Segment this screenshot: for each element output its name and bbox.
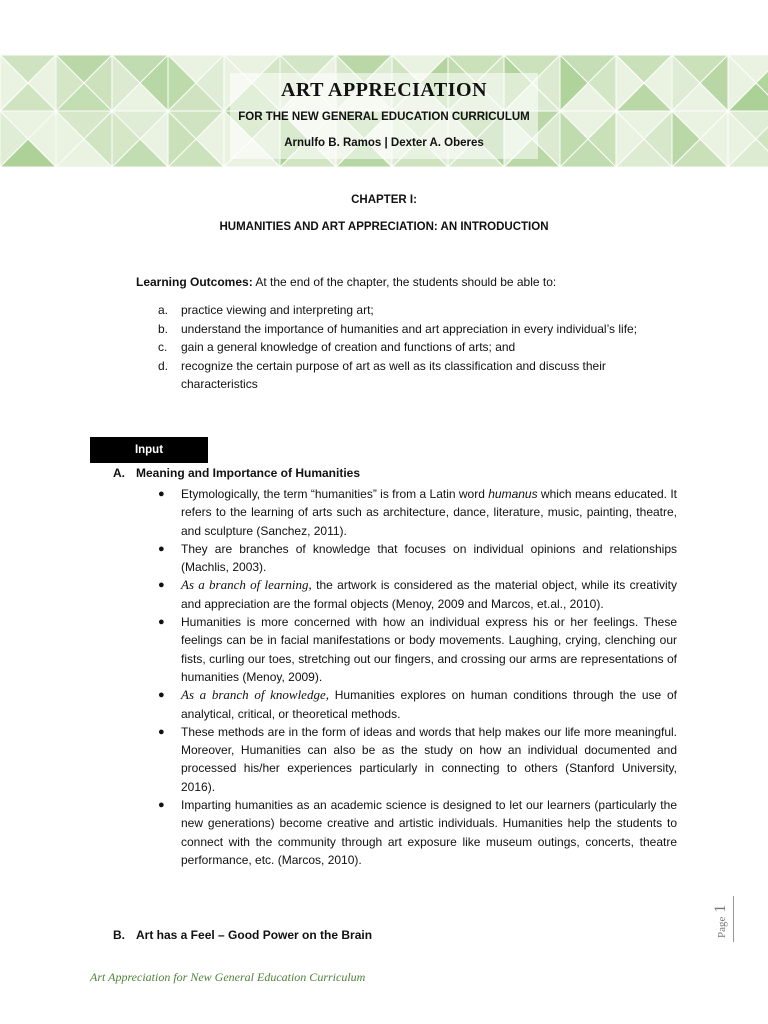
page-footer: Art Appreciation for New General Education Curriculum [90, 970, 366, 984]
section-a-bullets [158, 485, 677, 869]
bullet-text-cont: the artwork is considered as the material object, while its creativity and appreciation are the formal objects (Menoy, 2009 and Marcos, et.al., 2010). [181, 578, 677, 611]
document-authors: Arnulfo B. Ramos | Dexter A. Oberes [284, 137, 484, 149]
bullet-item [158, 796, 677, 869]
bullet-item [158, 485, 677, 540]
bullet-icon: ● [158, 579, 165, 592]
bullet-text: They are branches of knowledge that focuses on individual opinions and relationships (Machlis, 2003). [181, 541, 677, 575]
section-b-title: Art has a Feel – Good Power on the Brain [136, 928, 373, 942]
chapter-title: HUMANITIES AND ART APPRECIATION: AN INTRODUCTION [219, 221, 549, 233]
outcome-letter: b. [158, 321, 169, 336]
bullet-emphasis: humanus [488, 487, 538, 501]
outcome-item [158, 357, 678, 394]
bullet-text: Imparting humanities as an academic science is designed to let our learners (particularly the new generations) become creative and artistic individuals. Humanities help the students to connect with the community through art exposure like museum outings, concerts, theatre performance, etc. (Marcos, 2010). [181, 798, 677, 867]
outcome-item [158, 338, 678, 357]
bullet-item [158, 686, 677, 723]
section-b-letter: B. [113, 928, 125, 942]
learning-outcomes-list [158, 301, 678, 394]
bullet-icon: ● [158, 488, 165, 500]
page-number [712, 905, 730, 938]
input-label-box: Input [90, 437, 208, 463]
bullet-emphasis: As a branch of learning, [181, 577, 312, 593]
bullet-icon: ● [158, 616, 165, 629]
section-a-letter: A. [113, 466, 125, 480]
document-title: ART APPRECIATION [280, 79, 488, 101]
outcome-text: understand the importance of humanities and art appreciation in every individual’s life; [181, 321, 638, 336]
bullet-item [158, 613, 677, 686]
outcome-item [158, 301, 678, 320]
bullet-icon: ● [158, 799, 165, 812]
outcome-letter: a. [158, 303, 169, 317]
learning-outcomes-intro [136, 275, 556, 289]
bullet-item [158, 576, 677, 613]
document-subtitle: FOR THE NEW GENERAL EDUCATION CURRICULUM [238, 111, 530, 123]
outcome-text: recognize the certain purpose of art as well as its classification and discuss their characteristics [181, 358, 606, 391]
bullet-icon: ● [158, 689, 165, 702]
outcome-letter: d. [158, 358, 169, 373]
section-a-heading [113, 466, 360, 480]
section-b-heading [113, 928, 372, 942]
learning-outcomes-text: At the end of the chapter, the students should be able to: [252, 275, 557, 289]
bullet-text: These methods are in the form of ideas and words that help makes our life more meaningful. Moreover, Humanities can also be as the study on how an individual documented and processed his/her experiences particularly in connecting to others (Stanford University, 2016). [181, 724, 677, 794]
page-number-divider [733, 896, 734, 942]
bullet-text: Humanities is more concerned with how an individual express his or her feelings. These feelings can be in facial manifestations or body movements. Laughing, crying, clenching our fists, curling our toes, stretching out our fingers, and crossing our arms are representations of humanities (Menoy, 2009). [181, 615, 677, 684]
bullet-text-cont: Humanities explores on human conditions through the use of analytical, critical, or theoretical methods. [181, 688, 677, 721]
bullet-emphasis: As a branch of knowledge, [181, 687, 329, 703]
page-number-value: 1 [712, 904, 729, 913]
outcome-item [158, 320, 678, 339]
section-a-title: Meaning and Importance of Humanities [136, 466, 361, 480]
outcome-text: practice viewing and interpreting art; [181, 303, 374, 317]
page-label: Page [716, 916, 728, 938]
header-banner [0, 55, 768, 167]
chapter-number: CHAPTER I: [351, 194, 417, 206]
bullet-item [158, 723, 677, 796]
bullet-icon: ● [158, 542, 165, 555]
learning-outcomes-label: Learning Outcomes: [136, 275, 253, 289]
bullet-text-cont: which means educated. It refers to the learning of arts such as architecture, dance, literature, music, painting, theatre, and sculpture (Sanchez, 2011). [181, 487, 678, 538]
bullet-item [158, 540, 677, 577]
bullet-text: Etymologically, the term “humanities” is from a Latin word [181, 487, 489, 501]
bullet-icon: ● [158, 725, 165, 738]
outcome-text: gain a general knowledge of creation and functions of arts; and [181, 340, 516, 354]
outcome-letter: c. [158, 340, 168, 354]
